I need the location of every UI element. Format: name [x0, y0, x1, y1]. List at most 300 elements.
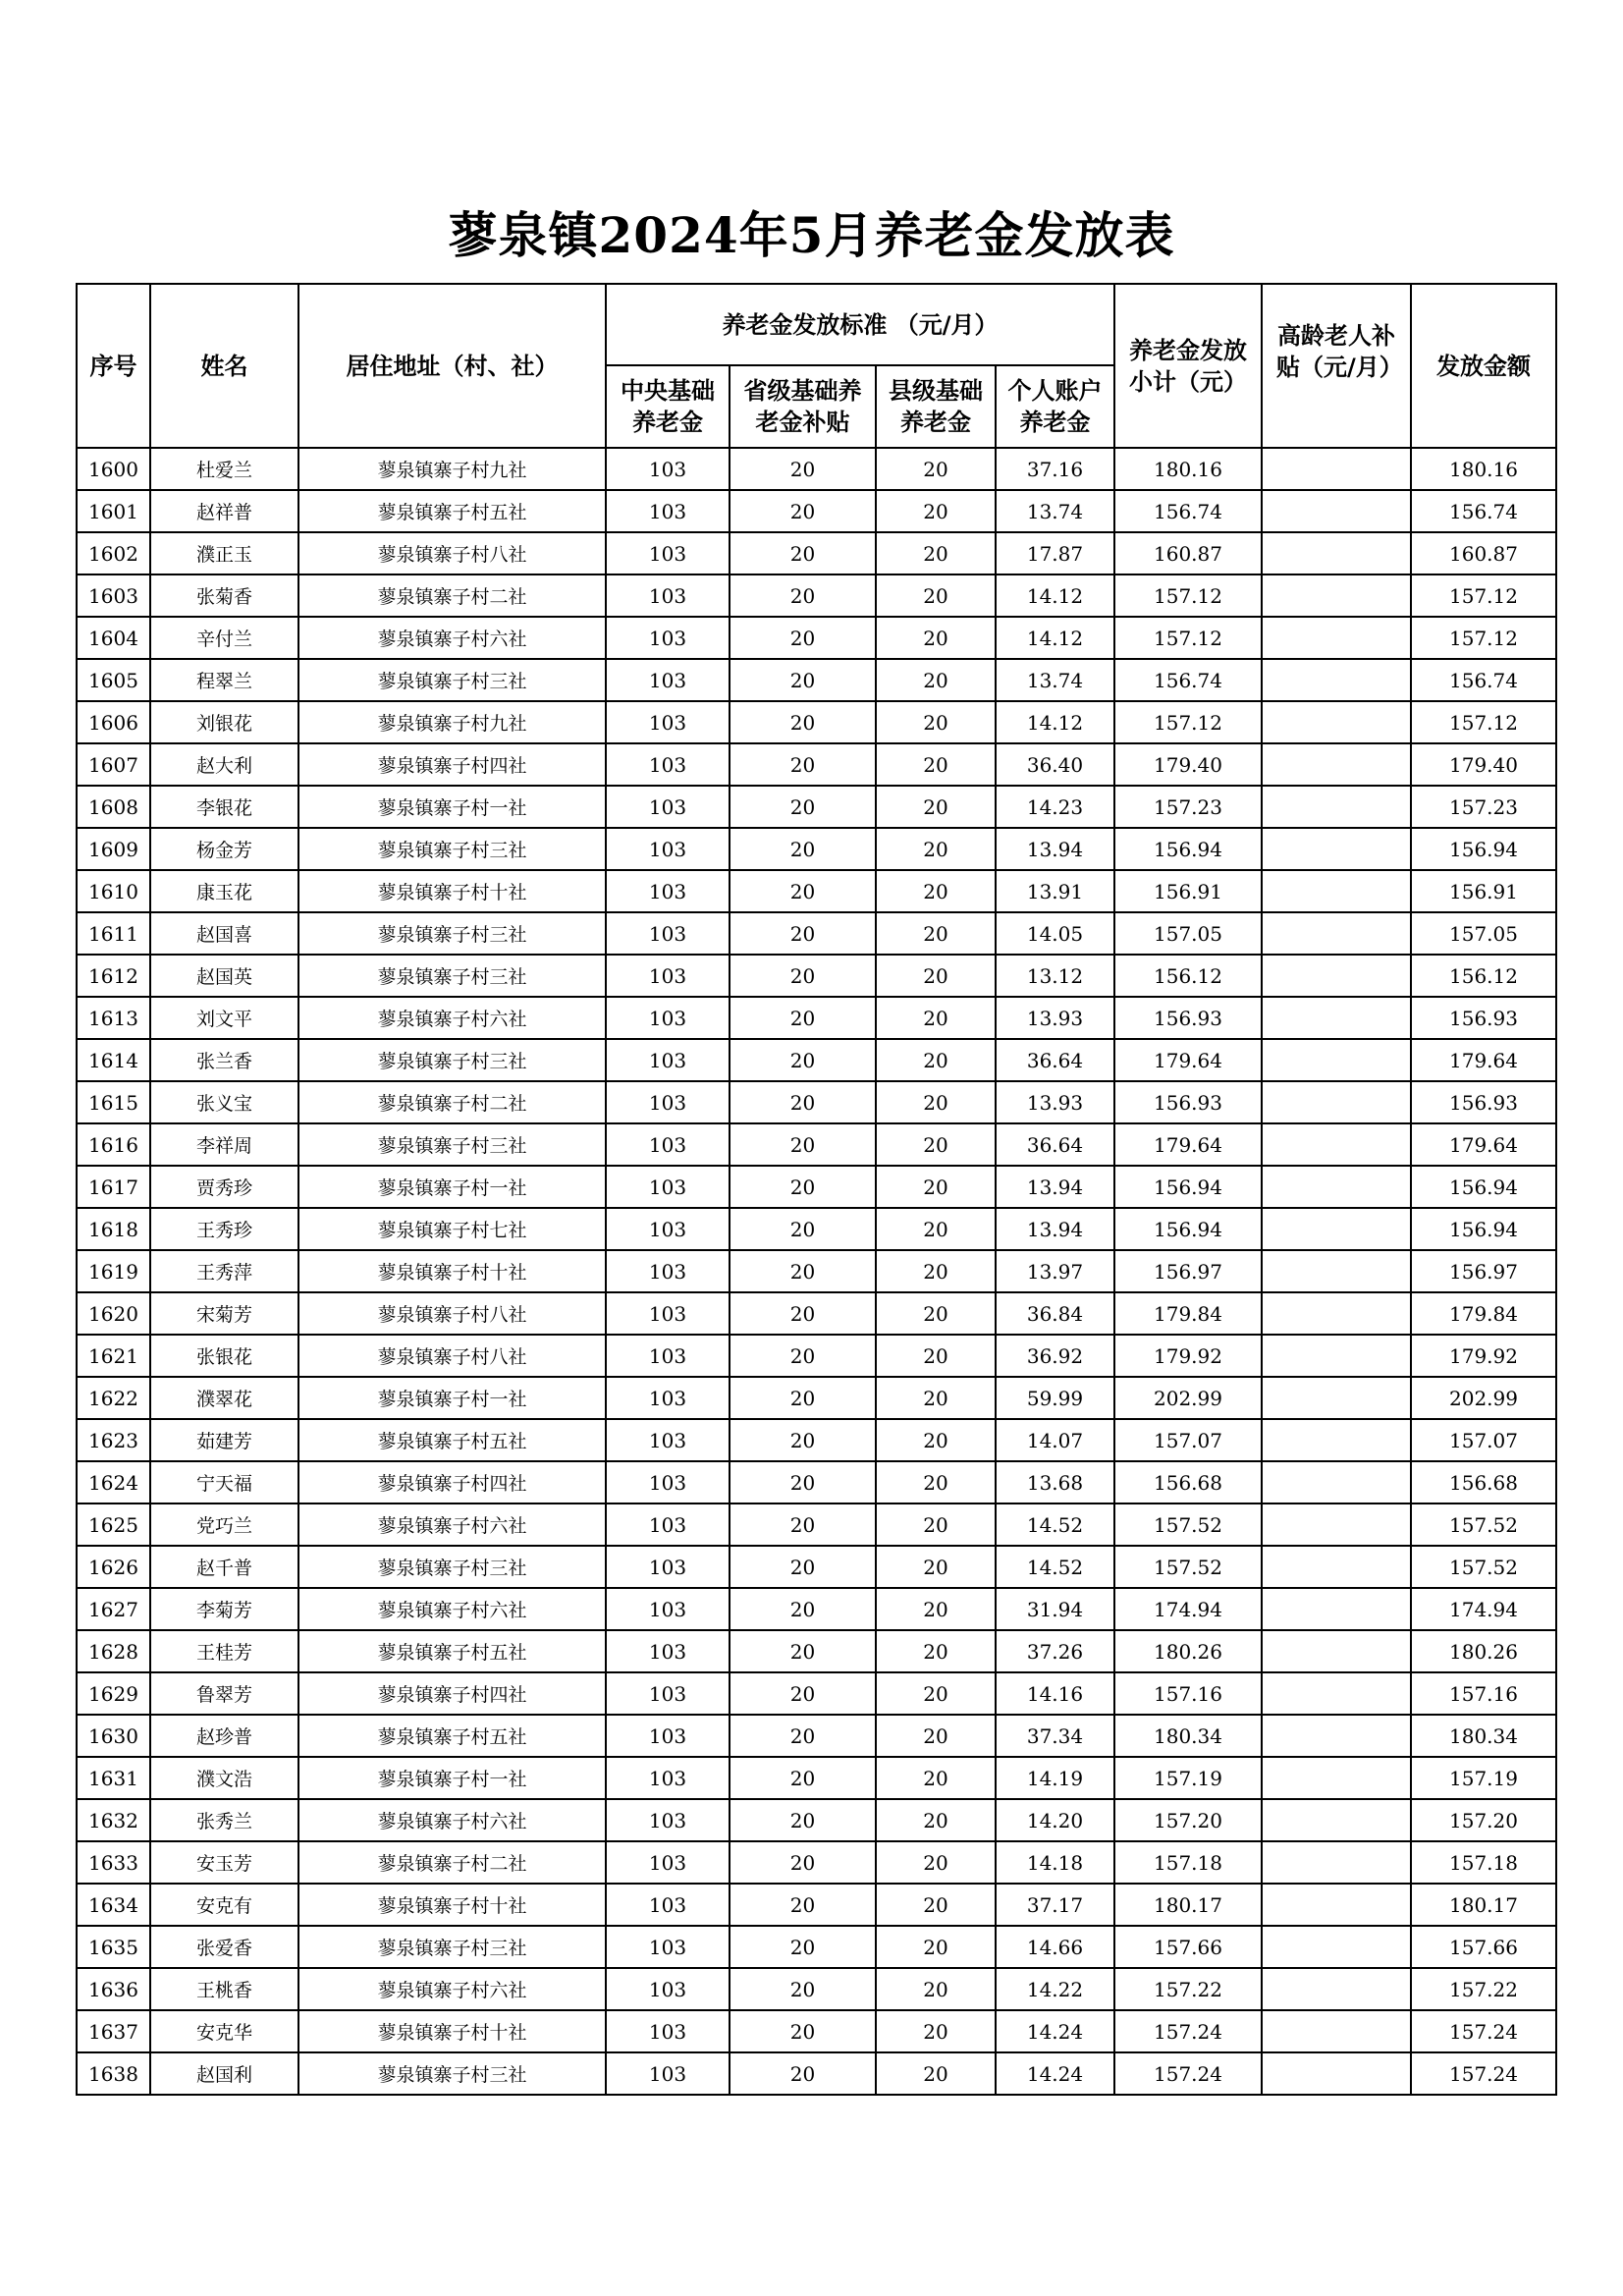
cell-central: 103: [606, 1757, 730, 1799]
cell-address: 蓼泉镇寨子村十社: [298, 2010, 606, 2052]
cell-seq: 1632: [77, 1799, 150, 1841]
cell-seq: 1622: [77, 1377, 150, 1419]
table-body: [77, 448, 1556, 2095]
cell-personal: 36.64: [996, 1123, 1114, 1166]
cell-address: 蓼泉镇寨子村三社: [298, 2052, 606, 2095]
cell-county: 20: [876, 912, 996, 955]
cell-county: 20: [876, 701, 996, 743]
cell-subtotal: 179.64: [1114, 1039, 1262, 1081]
cell-provincial: 20: [730, 1630, 876, 1672]
cell-name: 王秀萍: [150, 1250, 298, 1292]
cell-central: 103: [606, 1081, 730, 1123]
cell-address: 蓼泉镇寨子村六社: [298, 1503, 606, 1546]
cell-personal: 14.16: [996, 1672, 1114, 1715]
cell-address: 蓼泉镇寨子村三社: [298, 828, 606, 870]
cell-subtotal: 179.40: [1114, 743, 1262, 786]
cell-address: 蓼泉镇寨子村九社: [298, 701, 606, 743]
cell-central: 103: [606, 1926, 730, 1968]
cell-subtotal: 156.94: [1114, 1166, 1262, 1208]
cell-amount: 179.84: [1411, 1292, 1556, 1335]
cell-address: 蓼泉镇寨子村四社: [298, 1672, 606, 1715]
cell-county: 20: [876, 490, 996, 532]
cell-subtotal: 156.91: [1114, 870, 1262, 912]
cell-provincial: 20: [730, 997, 876, 1039]
cell-subtotal: 157.52: [1114, 1546, 1262, 1588]
table-row: [77, 743, 1556, 786]
cell-name: 张兰香: [150, 1039, 298, 1081]
cell-provincial: 20: [730, 828, 876, 870]
cell-elderly-subsidy: [1262, 870, 1411, 912]
cell-seq: 1621: [77, 1335, 150, 1377]
cell-personal: 14.52: [996, 1503, 1114, 1546]
cell-subtotal: 160.87: [1114, 532, 1262, 574]
cell-address: 蓼泉镇寨子村六社: [298, 1588, 606, 1630]
cell-elderly-subsidy: [1262, 1419, 1411, 1461]
cell-elderly-subsidy: [1262, 1799, 1411, 1841]
cell-amount: 156.94: [1411, 1166, 1556, 1208]
cell-personal: 14.24: [996, 2052, 1114, 2095]
cell-elderly-subsidy: [1262, 997, 1411, 1039]
cell-amount: 157.05: [1411, 912, 1556, 955]
cell-provincial: 20: [730, 1377, 876, 1419]
cell-central: 103: [606, 1377, 730, 1419]
cell-elderly-subsidy: [1262, 1630, 1411, 1672]
cell-address: 蓼泉镇寨子村四社: [298, 743, 606, 786]
cell-seq: 1623: [77, 1419, 150, 1461]
cell-subtotal: 157.12: [1114, 617, 1262, 659]
cell-personal: 37.26: [996, 1630, 1114, 1672]
cell-name: 杨金芳: [150, 828, 298, 870]
cell-personal: 37.16: [996, 448, 1114, 490]
cell-address: 蓼泉镇寨子村五社: [298, 1630, 606, 1672]
table-row: [77, 1546, 1556, 1588]
cell-name: 赵珍普: [150, 1715, 298, 1757]
cell-elderly-subsidy: [1262, 912, 1411, 955]
cell-amount: 157.52: [1411, 1546, 1556, 1588]
cell-seq: 1619: [77, 1250, 150, 1292]
cell-amount: 157.20: [1411, 1799, 1556, 1841]
cell-county: 20: [876, 617, 996, 659]
cell-subtotal: 156.74: [1114, 490, 1262, 532]
cell-elderly-subsidy: [1262, 828, 1411, 870]
cell-subtotal: 180.17: [1114, 1884, 1262, 1926]
cell-amount: 179.64: [1411, 1039, 1556, 1081]
cell-central: 103: [606, 828, 730, 870]
cell-seq: 1610: [77, 870, 150, 912]
header-address: 居住地址（村、社）: [298, 284, 606, 448]
cell-personal: 13.12: [996, 955, 1114, 997]
cell-subtotal: 156.68: [1114, 1461, 1262, 1503]
cell-address: 蓼泉镇寨子村一社: [298, 1377, 606, 1419]
table-row: [77, 1588, 1556, 1630]
cell-subtotal: 202.99: [1114, 1377, 1262, 1419]
cell-county: 20: [876, 1968, 996, 2010]
cell-personal: 14.12: [996, 574, 1114, 617]
cell-county: 20: [876, 1503, 996, 1546]
cell-central: 103: [606, 1250, 730, 1292]
cell-subtotal: 179.64: [1114, 1123, 1262, 1166]
cell-central: 103: [606, 701, 730, 743]
cell-provincial: 20: [730, 1166, 876, 1208]
cell-seq: 1615: [77, 1081, 150, 1123]
cell-seq: 1614: [77, 1039, 150, 1081]
cell-provincial: 20: [730, 2052, 876, 2095]
cell-provincial: 20: [730, 1672, 876, 1715]
cell-subtotal: 156.93: [1114, 1081, 1262, 1123]
cell-amount: 156.74: [1411, 490, 1556, 532]
cell-county: 20: [876, 828, 996, 870]
table-row: [77, 1926, 1556, 1968]
cell-seq: 1635: [77, 1926, 150, 1968]
cell-amount: 180.16: [1411, 448, 1556, 490]
cell-amount: 157.24: [1411, 2010, 1556, 2052]
cell-address: 蓼泉镇寨子村三社: [298, 1039, 606, 1081]
cell-central: 103: [606, 786, 730, 828]
cell-elderly-subsidy: [1262, 1335, 1411, 1377]
table-row: [77, 448, 1556, 490]
cell-personal: 17.87: [996, 532, 1114, 574]
cell-seq: 1637: [77, 2010, 150, 2052]
cell-name: 贾秀珍: [150, 1166, 298, 1208]
table-row: [77, 1250, 1556, 1292]
header-name: 姓名: [150, 284, 298, 448]
cell-name: 杜爱兰: [150, 448, 298, 490]
cell-subtotal: 157.52: [1114, 1503, 1262, 1546]
cell-subtotal: 157.16: [1114, 1672, 1262, 1715]
cell-elderly-subsidy: [1262, 701, 1411, 743]
cell-provincial: 20: [730, 1335, 876, 1377]
header-subtotal: 养老金发放小计（元）: [1114, 284, 1262, 448]
cell-provincial: 20: [730, 1081, 876, 1123]
cell-personal: 13.94: [996, 828, 1114, 870]
table-row: [77, 1039, 1556, 1081]
cell-address: 蓼泉镇寨子村五社: [298, 1715, 606, 1757]
cell-seq: 1624: [77, 1461, 150, 1503]
cell-elderly-subsidy: [1262, 1715, 1411, 1757]
cell-personal: 36.92: [996, 1335, 1114, 1377]
pension-table: [76, 283, 1557, 2096]
cell-elderly-subsidy: [1262, 617, 1411, 659]
cell-central: 103: [606, 2052, 730, 2095]
cell-county: 20: [876, 1292, 996, 1335]
cell-address: 蓼泉镇寨子村三社: [298, 659, 606, 701]
cell-amount: 160.87: [1411, 532, 1556, 574]
cell-central: 103: [606, 1461, 730, 1503]
cell-name: 张秀兰: [150, 1799, 298, 1841]
cell-county: 20: [876, 2052, 996, 2095]
cell-county: 20: [876, 1757, 996, 1799]
cell-seq: 1607: [77, 743, 150, 786]
table-row: [77, 1419, 1556, 1461]
cell-county: 20: [876, 1208, 996, 1250]
cell-personal: 13.74: [996, 490, 1114, 532]
cell-county: 20: [876, 1630, 996, 1672]
cell-personal: 14.66: [996, 1926, 1114, 1968]
cell-personal: 14.05: [996, 912, 1114, 955]
cell-name: 茹建芳: [150, 1419, 298, 1461]
cell-elderly-subsidy: [1262, 1166, 1411, 1208]
cell-central: 103: [606, 490, 730, 532]
table-row: [77, 617, 1556, 659]
cell-name: 安克有: [150, 1884, 298, 1926]
cell-central: 103: [606, 1799, 730, 1841]
cell-county: 20: [876, 1546, 996, 1588]
cell-seq: 1625: [77, 1503, 150, 1546]
cell-subtotal: 157.12: [1114, 701, 1262, 743]
cell-county: 20: [876, 1335, 996, 1377]
cell-seq: 1630: [77, 1715, 150, 1757]
cell-central: 103: [606, 1968, 730, 2010]
cell-county: 20: [876, 955, 996, 997]
cell-name: 赵千普: [150, 1546, 298, 1588]
cell-amount: 180.34: [1411, 1715, 1556, 1757]
cell-county: 20: [876, 1039, 996, 1081]
cell-address: 蓼泉镇寨子村十社: [298, 1250, 606, 1292]
cell-personal: 13.97: [996, 1250, 1114, 1292]
cell-name: 刘文平: [150, 997, 298, 1039]
table-row: [77, 1166, 1556, 1208]
cell-amount: 157.66: [1411, 1926, 1556, 1968]
table-row: [77, 828, 1556, 870]
cell-subtotal: 157.07: [1114, 1419, 1262, 1461]
table-row: [77, 1123, 1556, 1166]
cell-elderly-subsidy: [1262, 1546, 1411, 1588]
cell-personal: 59.99: [996, 1377, 1114, 1419]
table-row: [77, 1672, 1556, 1715]
cell-subtotal: 156.94: [1114, 828, 1262, 870]
cell-seq: 1612: [77, 955, 150, 997]
cell-subtotal: 157.19: [1114, 1757, 1262, 1799]
cell-address: 蓼泉镇寨子村十社: [298, 1884, 606, 1926]
cell-address: 蓼泉镇寨子村三社: [298, 1546, 606, 1588]
cell-name: 赵大利: [150, 743, 298, 786]
cell-name: 党巧兰: [150, 1503, 298, 1546]
cell-name: 张爱香: [150, 1926, 298, 1968]
cell-name: 安克华: [150, 2010, 298, 2052]
cell-address: 蓼泉镇寨子村二社: [298, 1841, 606, 1884]
cell-county: 20: [876, 870, 996, 912]
table-row: [77, 701, 1556, 743]
cell-central: 103: [606, 2010, 730, 2052]
cell-seq: 1620: [77, 1292, 150, 1335]
cell-address: 蓼泉镇寨子村四社: [298, 1461, 606, 1503]
table-row: [77, 912, 1556, 955]
cell-name: 宋菊芳: [150, 1292, 298, 1335]
table-row: [77, 1715, 1556, 1757]
header-personal: 个人账户养老金: [996, 365, 1114, 448]
cell-elderly-subsidy: [1262, 1588, 1411, 1630]
cell-personal: 14.12: [996, 617, 1114, 659]
header-central: 中央基础养老金: [606, 365, 730, 448]
cell-name: 张菊香: [150, 574, 298, 617]
cell-address: 蓼泉镇寨子村三社: [298, 1123, 606, 1166]
cell-subtotal: 156.94: [1114, 1208, 1262, 1250]
cell-elderly-subsidy: [1262, 659, 1411, 701]
cell-subtotal: 180.26: [1114, 1630, 1262, 1672]
cell-amount: 156.93: [1411, 1081, 1556, 1123]
cell-personal: 14.12: [996, 701, 1114, 743]
cell-central: 103: [606, 659, 730, 701]
cell-amount: 156.12: [1411, 955, 1556, 997]
cell-elderly-subsidy: [1262, 786, 1411, 828]
cell-subtotal: 180.34: [1114, 1715, 1262, 1757]
cell-county: 20: [876, 1081, 996, 1123]
cell-seq: 1634: [77, 1884, 150, 1926]
cell-seq: 1633: [77, 1841, 150, 1884]
cell-provincial: 20: [730, 1884, 876, 1926]
cell-personal: 31.94: [996, 1588, 1114, 1630]
cell-subtotal: 156.97: [1114, 1250, 1262, 1292]
table-row: [77, 2010, 1556, 2052]
cell-provincial: 20: [730, 490, 876, 532]
cell-personal: 13.91: [996, 870, 1114, 912]
table-row: [77, 955, 1556, 997]
cell-central: 103: [606, 1588, 730, 1630]
cell-provincial: 20: [730, 1123, 876, 1166]
cell-address: 蓼泉镇寨子村六社: [298, 1968, 606, 2010]
cell-subtotal: 180.16: [1114, 448, 1262, 490]
table-row: [77, 532, 1556, 574]
cell-central: 103: [606, 1503, 730, 1546]
cell-county: 20: [876, 448, 996, 490]
cell-provincial: 20: [730, 786, 876, 828]
table-row: [77, 1757, 1556, 1799]
cell-amount: 157.12: [1411, 701, 1556, 743]
cell-amount: 157.16: [1411, 1672, 1556, 1715]
cell-name: 安玉芳: [150, 1841, 298, 1884]
cell-address: 蓼泉镇寨子村六社: [298, 617, 606, 659]
cell-amount: 156.93: [1411, 997, 1556, 1039]
cell-elderly-subsidy: [1262, 1123, 1411, 1166]
cell-provincial: 20: [730, 617, 876, 659]
cell-county: 20: [876, 743, 996, 786]
cell-name: 李菊芳: [150, 1588, 298, 1630]
cell-elderly-subsidy: [1262, 1884, 1411, 1926]
cell-elderly-subsidy: [1262, 1250, 1411, 1292]
table-row: [77, 574, 1556, 617]
header-standard-group: 养老金发放标准 （元/月）: [606, 284, 1114, 365]
cell-address: 蓼泉镇寨子村一社: [298, 786, 606, 828]
cell-name: 康玉花: [150, 870, 298, 912]
cell-seq: 1618: [77, 1208, 150, 1250]
table-row: [77, 1461, 1556, 1503]
cell-seq: 1601: [77, 490, 150, 532]
cell-county: 20: [876, 997, 996, 1039]
cell-seq: 1616: [77, 1123, 150, 1166]
cell-central: 103: [606, 955, 730, 997]
cell-address: 蓼泉镇寨子村三社: [298, 912, 606, 955]
cell-amount: 157.12: [1411, 574, 1556, 617]
cell-subtotal: 157.18: [1114, 1841, 1262, 1884]
cell-provincial: 20: [730, 1250, 876, 1292]
table-row: [77, 1799, 1556, 1841]
cell-county: 20: [876, 532, 996, 574]
cell-county: 20: [876, 1715, 996, 1757]
cell-subtotal: 157.12: [1114, 574, 1262, 617]
cell-central: 103: [606, 1419, 730, 1461]
cell-subtotal: 157.22: [1114, 1968, 1262, 2010]
cell-county: 20: [876, 1461, 996, 1503]
cell-central: 103: [606, 912, 730, 955]
cell-amount: 202.99: [1411, 1377, 1556, 1419]
cell-provincial: 20: [730, 1503, 876, 1546]
cell-subtotal: 174.94: [1114, 1588, 1262, 1630]
cell-name: 王桃香: [150, 1968, 298, 2010]
cell-central: 103: [606, 448, 730, 490]
cell-amount: 174.94: [1411, 1588, 1556, 1630]
cell-county: 20: [876, 659, 996, 701]
cell-county: 20: [876, 1166, 996, 1208]
cell-address: 蓼泉镇寨子村三社: [298, 955, 606, 997]
table-row: [77, 2052, 1556, 2095]
cell-central: 103: [606, 1841, 730, 1884]
cell-subtotal: 157.23: [1114, 786, 1262, 828]
cell-seq: 1629: [77, 1672, 150, 1715]
cell-name: 张义宝: [150, 1081, 298, 1123]
cell-county: 20: [876, 1799, 996, 1841]
table-header: [77, 284, 1556, 448]
cell-elderly-subsidy: [1262, 1292, 1411, 1335]
cell-provincial: 20: [730, 1926, 876, 1968]
cell-elderly-subsidy: [1262, 2010, 1411, 2052]
cell-county: 20: [876, 1377, 996, 1419]
cell-provincial: 20: [730, 1799, 876, 1841]
cell-seq: 1627: [77, 1588, 150, 1630]
cell-provincial: 20: [730, 1419, 876, 1461]
cell-name: 辛付兰: [150, 617, 298, 659]
cell-personal: 36.64: [996, 1039, 1114, 1081]
cell-elderly-subsidy: [1262, 490, 1411, 532]
cell-personal: 13.74: [996, 659, 1114, 701]
cell-elderly-subsidy: [1262, 1377, 1411, 1419]
cell-central: 103: [606, 1039, 730, 1081]
cell-elderly-subsidy: [1262, 1503, 1411, 1546]
cell-subtotal: 156.74: [1114, 659, 1262, 701]
page-title: 蓼泉镇2024年5月养老金发放表: [448, 206, 1175, 264]
cell-seq: 1605: [77, 659, 150, 701]
cell-provincial: 20: [730, 448, 876, 490]
cell-personal: 14.52: [996, 1546, 1114, 1588]
cell-provincial: 20: [730, 743, 876, 786]
cell-address: 蓼泉镇寨子村五社: [298, 490, 606, 532]
cell-personal: 14.24: [996, 2010, 1114, 2052]
table-row: [77, 870, 1556, 912]
cell-provincial: 20: [730, 2010, 876, 2052]
cell-address: 蓼泉镇寨子村六社: [298, 997, 606, 1039]
table-row: [77, 1335, 1556, 1377]
cell-subtotal: 157.24: [1114, 2052, 1262, 2095]
cell-personal: 14.07: [996, 1419, 1114, 1461]
cell-elderly-subsidy: [1262, 743, 1411, 786]
cell-personal: 13.93: [996, 1081, 1114, 1123]
header-county: 县级基础养老金: [876, 365, 996, 448]
cell-address: 蓼泉镇寨子村七社: [298, 1208, 606, 1250]
cell-elderly-subsidy: [1262, 448, 1411, 490]
cell-personal: 13.68: [996, 1461, 1114, 1503]
table-row: [77, 1503, 1556, 1546]
cell-seq: 1631: [77, 1757, 150, 1799]
cell-address: 蓼泉镇寨子村五社: [298, 1419, 606, 1461]
table-row: [77, 1377, 1556, 1419]
cell-provincial: 20: [730, 1546, 876, 1588]
cell-amount: 156.97: [1411, 1250, 1556, 1292]
cell-subtotal: 157.24: [1114, 2010, 1262, 2052]
cell-subtotal: 179.92: [1114, 1335, 1262, 1377]
header-elderly-subsidy: 高龄老人补贴（元/月）: [1262, 284, 1411, 448]
cell-central: 103: [606, 1630, 730, 1672]
cell-amount: 180.26: [1411, 1630, 1556, 1672]
cell-subtotal: 179.84: [1114, 1292, 1262, 1335]
